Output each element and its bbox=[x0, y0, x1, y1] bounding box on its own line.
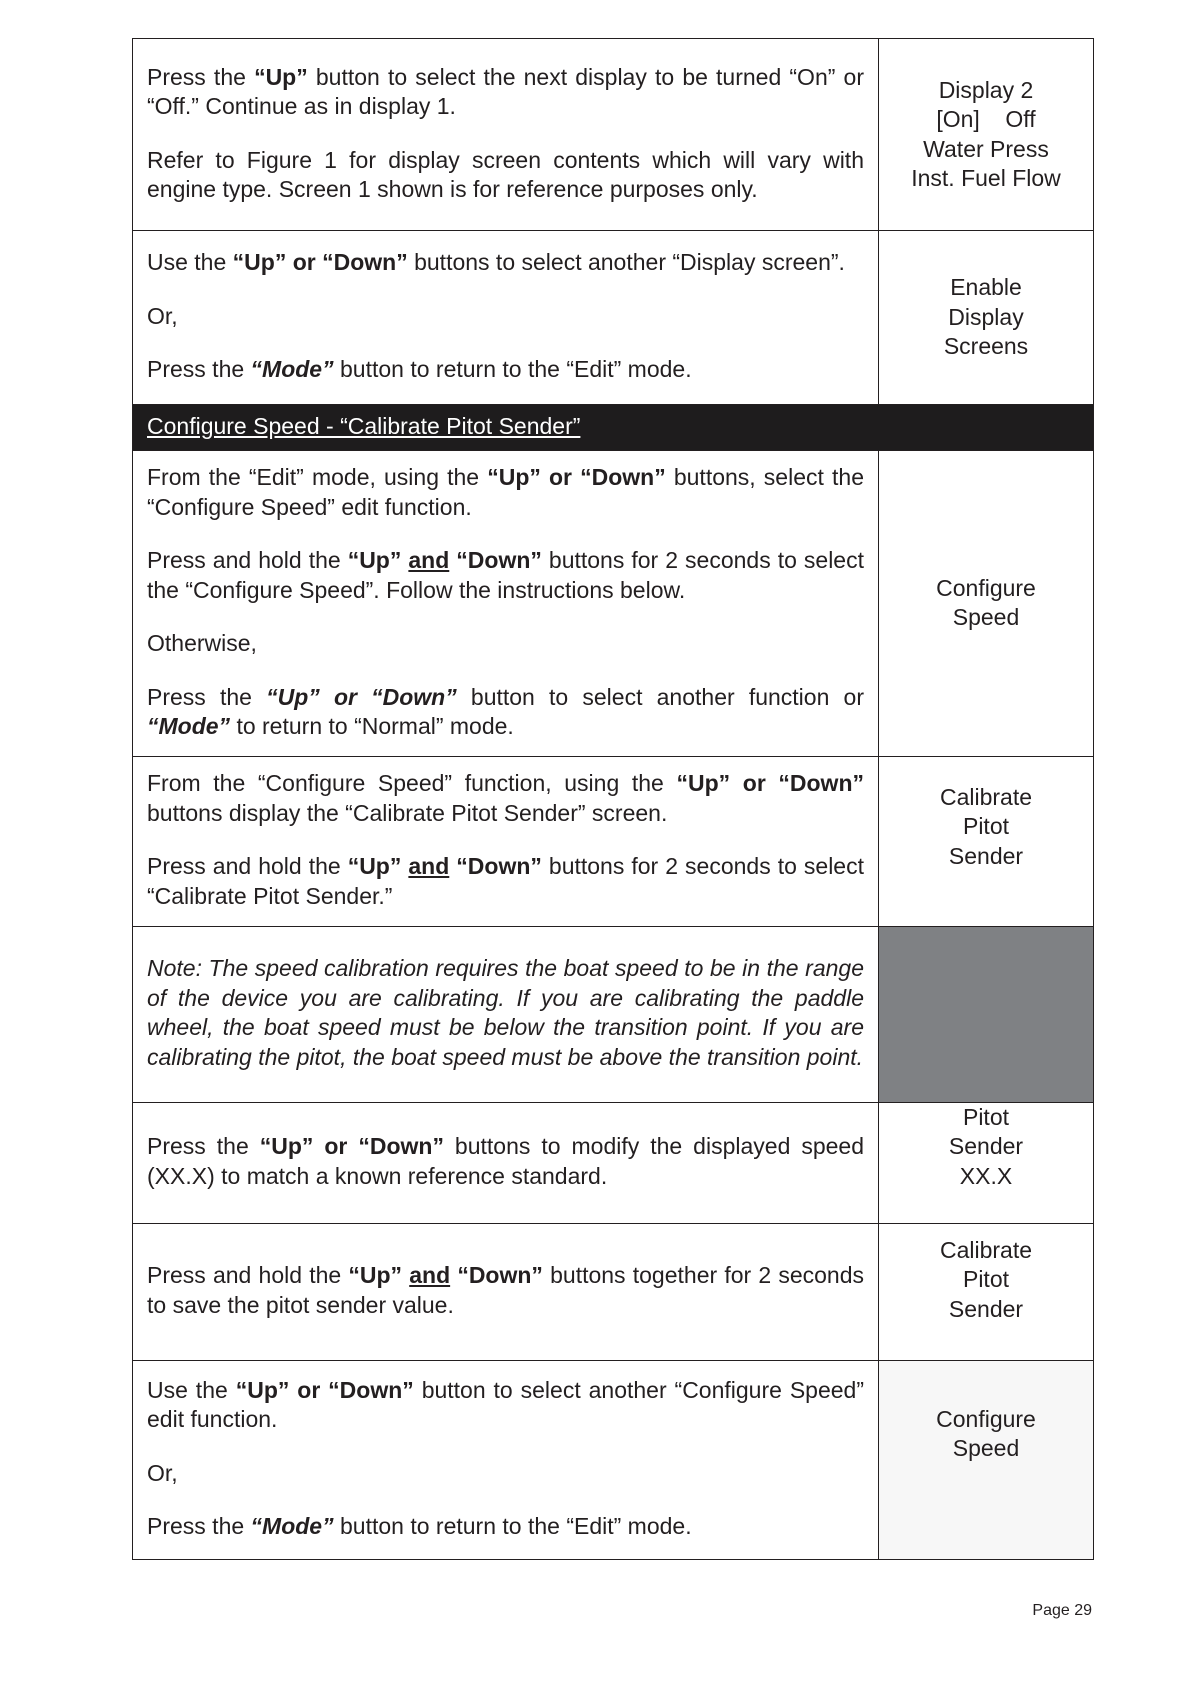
display-line: Enable bbox=[950, 274, 1022, 301]
instruction-paragraph: From the “Edit” mode, using the “Up” or “Down” buttons, select the “Configure Speed” edit function. bbox=[147, 464, 864, 520]
display-line: Speed bbox=[952, 1435, 1020, 1461]
display-screen-cell bbox=[879, 39, 1094, 231]
table-row bbox=[133, 1223, 1094, 1360]
table-row bbox=[133, 756, 1094, 926]
instruction-cell bbox=[133, 756, 879, 926]
instruction-cell bbox=[133, 231, 879, 405]
instruction-cell bbox=[133, 451, 879, 757]
instruction-paragraph: Press and hold the “Up” and “Down” buttons together for 2 seconds to save the pitot sender value. bbox=[147, 1262, 864, 1318]
display-line: Water Press bbox=[923, 135, 1049, 162]
section-header-spacer bbox=[879, 405, 1094, 451]
display-line: Configure bbox=[936, 1405, 1036, 1432]
note-text: Note: The speed calibration requires the boat speed to be in the range of the device you are calibrating. If you are calibrating the paddle wheel, the boat speed must be below the transition point. If you are calibrating the pitot, the boat speed must be above the transition point. bbox=[147, 955, 864, 1070]
instruction-cell bbox=[133, 39, 879, 231]
instruction-paragraph: Press and hold the “Up” and “Down” buttons for 2 seconds to select the “Configure Speed”. Follow the instructions below. bbox=[147, 547, 864, 603]
section-header-row bbox=[133, 405, 1094, 451]
instruction-paragraph: Press the “Mode” button to return to the “Edit” mode. bbox=[147, 1513, 692, 1539]
instruction-paragraph: Press the “Up” or “Down” buttons to modify the displayed speed (XX.X) to match a known reference standard. bbox=[147, 1133, 865, 1189]
display-line: Configure bbox=[936, 574, 1036, 601]
instruction-cell bbox=[133, 1102, 879, 1223]
display-screen-cell bbox=[879, 1102, 1094, 1223]
display-screen-cell bbox=[879, 231, 1094, 405]
instruction-paragraph: Use the “Up” or “Down” button to select another “Configure Speed” edit function. bbox=[147, 1376, 864, 1432]
instruction-paragraph: Press the “Up” button to select the next display to be turned “On” or “Off.” Continue as in display 1. bbox=[147, 63, 864, 119]
display-line: Speed bbox=[952, 604, 1020, 631]
display-screen-cell bbox=[879, 1223, 1094, 1360]
instruction-paragraph: Press the “Mode” button to return to the “Edit” mode. bbox=[147, 356, 692, 383]
instruction-cell bbox=[133, 1223, 879, 1360]
display-line: Display bbox=[948, 303, 1024, 330]
instruction-table bbox=[132, 38, 1094, 1560]
display-line: Sender bbox=[948, 1133, 1024, 1159]
section-header bbox=[133, 405, 879, 451]
table-row bbox=[133, 1360, 1094, 1559]
instruction-cell bbox=[133, 1360, 879, 1559]
instruction-paragraph: Press and hold the “Up” and “Down” buttons for 2 seconds to select “Calibrate Pitot Sender.” bbox=[147, 853, 864, 909]
display-line: [On] Off bbox=[936, 106, 1036, 132]
display-line: Calibrate bbox=[939, 783, 1033, 810]
table-row bbox=[133, 231, 1094, 405]
display-line: Sender bbox=[948, 842, 1024, 869]
table-row bbox=[133, 451, 1094, 757]
instruction-paragraph: From the “Configure Speed” function, using the “Up” or “Down” buttons display the “Calibrate Pitot Sender” screen. bbox=[147, 770, 864, 826]
page-number: Page 29 bbox=[1032, 1602, 1092, 1619]
display-line: Display 2 bbox=[938, 76, 1034, 103]
instruction-paragraph: Use the “Up” or “Down” buttons to select another “Display screen”. bbox=[147, 249, 845, 276]
instruction-paragraph: Or, bbox=[147, 302, 178, 329]
display-line: Screens bbox=[943, 333, 1029, 360]
display-line: Pitot bbox=[962, 1266, 1010, 1292]
display-line: Calibrate bbox=[939, 1236, 1033, 1263]
display-screen-cell bbox=[879, 1360, 1094, 1559]
section-title: Configure Speed - “Calibrate Pitot Sender” bbox=[147, 412, 581, 439]
display-line: Sender bbox=[948, 1295, 1024, 1322]
table-row bbox=[133, 1102, 1094, 1223]
table-row bbox=[133, 39, 1094, 231]
note-cell bbox=[133, 926, 879, 1102]
display-line: Pitot bbox=[962, 1103, 1010, 1130]
table-row bbox=[133, 926, 1094, 1102]
display-line: Pitot bbox=[962, 813, 1010, 839]
note-gray-box bbox=[879, 926, 1094, 1102]
instruction-paragraph: Otherwise, bbox=[147, 630, 257, 656]
instruction-paragraph: Refer to Figure 1 for display screen contents which will vary with engine type. Screen 1 shown is for reference purposes only. bbox=[147, 146, 864, 202]
instruction-paragraph: Or, bbox=[147, 1459, 178, 1486]
instruction-paragraph: Press the “Up” or “Down” button to select another function or “Mode” to return to “Normal” mode. bbox=[147, 683, 864, 739]
display-line: Inst. Fuel Flow bbox=[911, 165, 1061, 191]
display-screen-cell bbox=[879, 756, 1094, 926]
display-screen-cell bbox=[879, 451, 1094, 757]
display-line: XX.X bbox=[959, 1162, 1013, 1189]
